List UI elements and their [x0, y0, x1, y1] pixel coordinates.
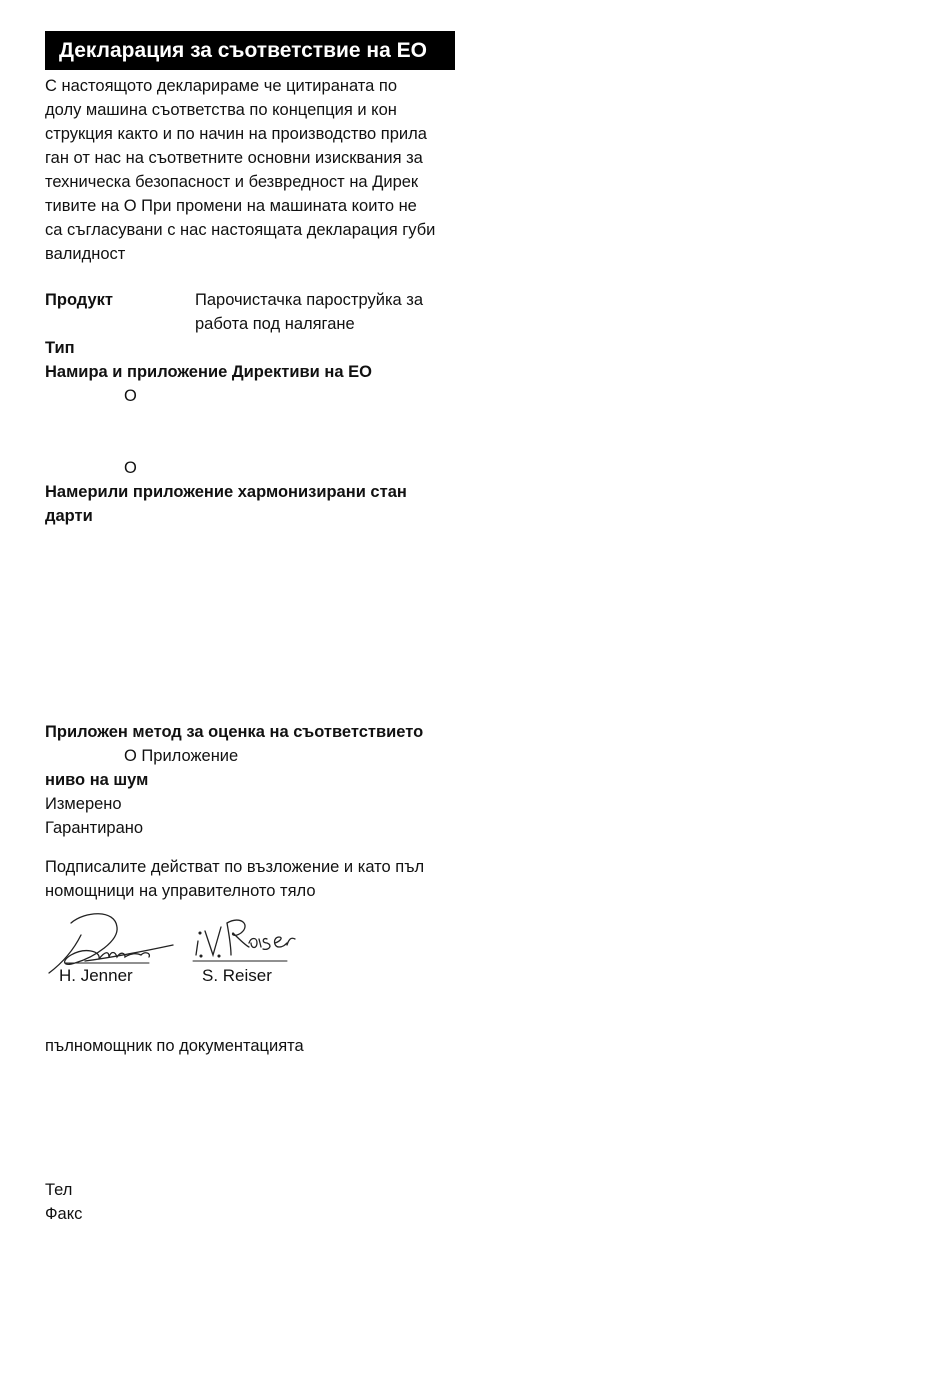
fax-label: Факс: [45, 1205, 83, 1223]
signatory-name-left: H. Jenner: [59, 966, 133, 985]
standards-heading-cont: дарти: [45, 507, 93, 525]
intro-line: техническа безопасност и безвредност на Дирек: [45, 173, 419, 191]
standards-heading: Намерили приложение хармонизирани стан: [45, 483, 407, 501]
signature-block: [45, 911, 465, 1001]
intro-line: струкция както и по начин на производство прила: [45, 125, 427, 143]
page-title: Декларация за съответствие на ЕО: [45, 31, 455, 70]
signatories-note: Подписалите действат по възложение и като пъл: [45, 858, 425, 876]
phone-label: Тел: [45, 1181, 73, 1199]
documentation-agent: пълномощник по документацията: [45, 1037, 304, 1055]
signature-left: [49, 914, 173, 973]
type-label: Тип: [45, 339, 75, 357]
directive-item: О: [124, 459, 137, 477]
declaration-page: [45, 31, 465, 1226]
noise-heading: ниво на шум: [45, 771, 149, 789]
signatories-note-cont: номощници на управителното тяло: [45, 882, 316, 900]
intro-line: валидност: [45, 245, 126, 263]
noise-measured: Измерено: [45, 795, 122, 813]
conformity-heading: Приложен метод за оценка на съответствието: [45, 723, 424, 741]
intro-line: ган от нас на съответните основни изисквания за: [45, 149, 423, 167]
product-value: [195, 288, 423, 336]
noise-guaranteed: Гарантирано: [45, 819, 144, 837]
intro-line: са съгласувани с нас настоящата декларация губи: [45, 221, 436, 239]
signatory-name-right: S. Reiser: [202, 966, 272, 985]
intro-paragraph: [45, 74, 457, 266]
product-label: Продукт: [45, 291, 113, 309]
product-value-line: работа под налягане: [195, 315, 355, 333]
signature-right: [193, 920, 295, 961]
intro-line: долу машина съответства по концепция и кон: [45, 101, 397, 119]
product-row: [45, 288, 465, 336]
directive-item: О: [124, 387, 137, 405]
directives-heading: Намира и приложение Директиви на ЕО: [45, 363, 372, 381]
conformity-value: О Приложение: [124, 747, 239, 765]
intro-line: С настоящото декларираме че цитираната по: [45, 77, 398, 95]
product-value-line: Парочистачка пароструйка за: [195, 291, 424, 309]
intro-line: тивите на О При промени на машината които не: [45, 197, 417, 215]
